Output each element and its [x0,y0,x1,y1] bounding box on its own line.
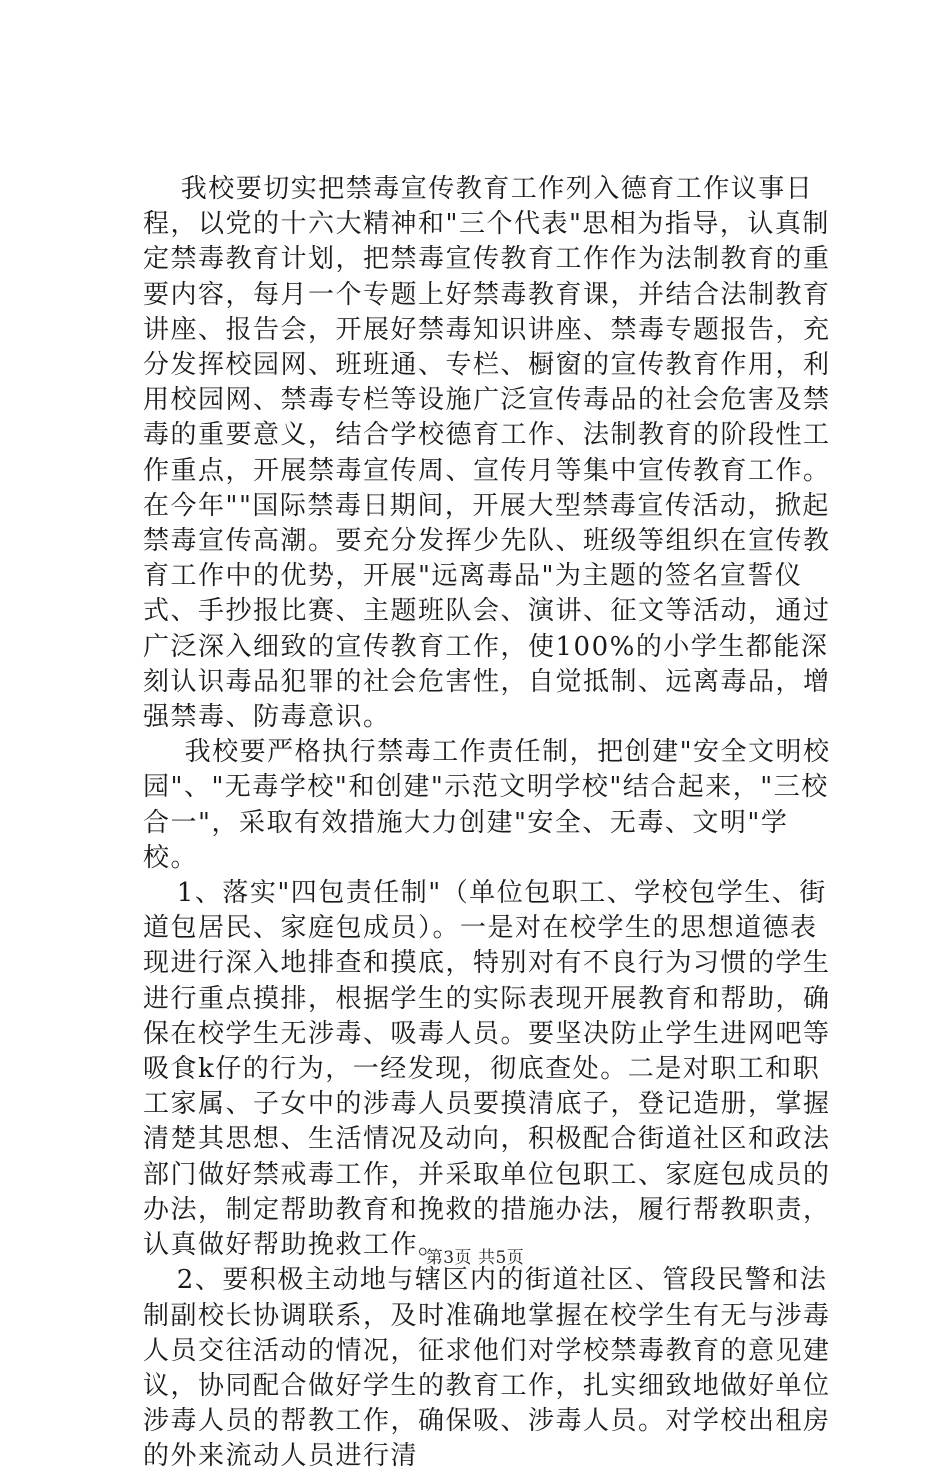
document-body [143,172,833,1475]
paragraph-four-guarantee-system: 1、落实"四包责任制"（单位包职工、学校包学生、街道包居民、家庭包成员）。一是对在校学生的思想道德表现进行深入地排查和摸底，特别对有不良行为习惯的学生进行重点摸排，根据学生的实际表现开展教育和帮助，确保在校学生无涉毒、吸毒人员。要坚决防止学生进网吧等吸食k仔的行为，一经发现，彻底查处。二是对职工和职工家属、子女中的涉毒人员要摸清底子，登记造册，掌握清楚其思想、生活情况及动向，积极配合街道社区和政法部门做好禁戒毒工作，并采取单位包职工、家庭包成员的办法，制定帮助教育和挽救的措施办法，履行帮教职责，认真做好帮助挽救工作。 [143,878,831,1261]
page-number-footer: 第3页 共5页 [425,1248,525,1268]
paragraph-responsibility-system: 我校要严格执行禁毒工作责任制，把创建"安全文明校园"、"无毒学校"和创建"示范文明学校"结合起来，"三校合一"，采取有效措施大力创建"安全、无毒、文明"学校。 [143,737,831,873]
paragraph-drug-education-plan: 我校要切实把禁毒宣传教育工作列入德育工作议事日程，以党的十六大精神和"三个代表"思相为指导，认真制定禁毒教育计划，把禁毒宣传教育工作作为法制教育的重要内容，每月一个专题上好禁毒教育课，并结合法制教育讲座、报告会，开展好禁毒知识讲座、禁毒专题报告，充分发挥校园网、班班通、专栏、橱窗的宣传教育作用，利用校园网、禁毒专栏等设施广泛宣传毒品的社会危害及禁毒的重要意义，结合学校德育工作、法制教育的阶段性工作重点，开展禁毒宣传周、宣传月等集中宣传教育工作。在今年""国际禁毒日期间，开展大型禁毒宣传活动，掀起禁毒宣传高潮。要充分发挥少先队、班级等组织在宣传教育工作中的优势，开展"远离毒品"为主题的签名宣誓仪式、手抄报比赛、主题班队会、演讲、征文等活动，通过广泛深入细致的宣传教育工作，使100%的小学生都能深刻认识毒品犯罪的社会危害性，自觉抵制、远离毒品，增强禁毒、防毒意识。 [143,174,831,733]
paragraph-community-coordination: 2、要积极主动地与辖区内的街道社区、管段民警和法制副校长协调联系，及时准确地掌握在校学生有无与涉毒人员交往活动的情况，征求他们对学校禁毒教育的意见建议，协同配合做好学生的教育工作，扎实细致地做好单位涉毒人员的帮教工作，确保吸、涉毒人员。对学校出租房的外来流动人员进行清 [143,1265,831,1472]
